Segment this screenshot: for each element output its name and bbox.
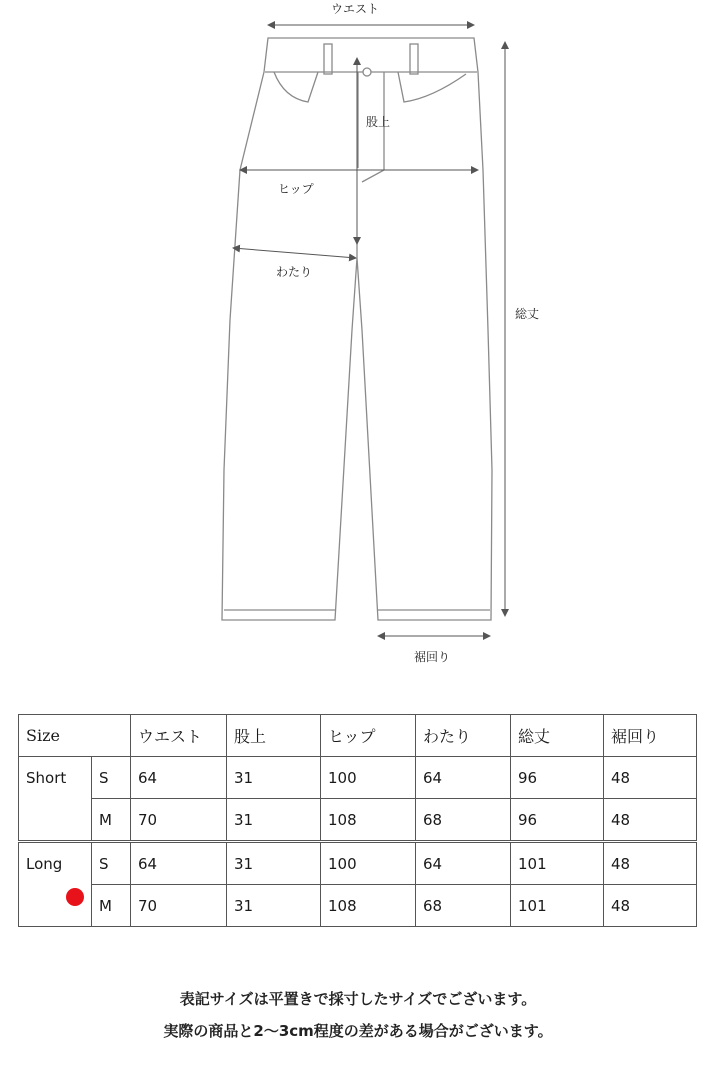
size-cell: S <box>92 757 131 799</box>
header-length: 総丈 <box>511 715 604 757</box>
thigh-label: わたり <box>276 265 313 279</box>
group-label-cell <box>19 842 92 927</box>
group-label: Long <box>26 855 63 873</box>
value-cell: 70 <box>131 799 227 842</box>
value-cell: 64 <box>131 842 227 885</box>
value-cell: 108 <box>321 799 416 842</box>
header-hip: ヒップ <box>321 715 416 757</box>
value-cell: 31 <box>227 757 321 799</box>
hip-label: ヒップ <box>278 182 314 196</box>
table-row <box>19 799 697 842</box>
waist-label: ウエスト <box>331 2 380 16</box>
table-row <box>19 842 697 885</box>
value-cell: 68 <box>416 799 511 842</box>
group-label: Short <box>19 757 92 842</box>
table-header-row <box>19 715 697 757</box>
value-cell: 64 <box>131 757 227 799</box>
value-cell: 48 <box>604 799 697 842</box>
selected-marker <box>66 888 84 906</box>
value-cell: 101 <box>511 885 604 927</box>
note-line-1: 表記サイズは平置きで採寸したサイズでございます。 <box>179 990 537 1008</box>
value-cell: 101 <box>511 842 604 885</box>
header-hem: 裾回り <box>604 715 697 757</box>
waist-button <box>363 68 371 76</box>
value-cell: 64 <box>416 842 511 885</box>
value-cell: 31 <box>227 799 321 842</box>
value-cell: 68 <box>416 885 511 927</box>
value-cell: 108 <box>321 885 416 927</box>
hem-label: 裾回り <box>414 650 451 664</box>
length-label: 総丈 <box>515 307 540 321</box>
size-cell: M <box>92 799 131 842</box>
value-cell: 96 <box>511 757 604 799</box>
size-cell: S <box>92 842 131 885</box>
header-waist: ウエスト <box>131 715 227 757</box>
table-row <box>19 885 697 927</box>
value-cell: 96 <box>511 799 604 842</box>
value-cell: 64 <box>416 757 511 799</box>
value-cell: 70 <box>131 885 227 927</box>
note-line-2: 実際の商品と2〜3cm程度の差がある場合がございます。 <box>163 1022 553 1040</box>
value-cell: 48 <box>604 842 697 885</box>
value-cell: 31 <box>227 842 321 885</box>
value-cell: 100 <box>321 757 416 799</box>
value-cell: 48 <box>604 757 697 799</box>
value-cell: 48 <box>604 885 697 927</box>
thigh-arrow <box>233 248 356 258</box>
header-rise: 股上 <box>227 715 321 757</box>
marker-wrap <box>26 887 84 906</box>
value-cell: 31 <box>227 885 321 927</box>
size-cell: M <box>92 885 131 927</box>
value-cell: 100 <box>321 842 416 885</box>
rise-label: 股上 <box>366 115 391 129</box>
table-row <box>19 757 697 799</box>
header-size: Size <box>19 715 131 757</box>
header-thigh: わたり <box>416 715 511 757</box>
size-table <box>18 714 697 927</box>
